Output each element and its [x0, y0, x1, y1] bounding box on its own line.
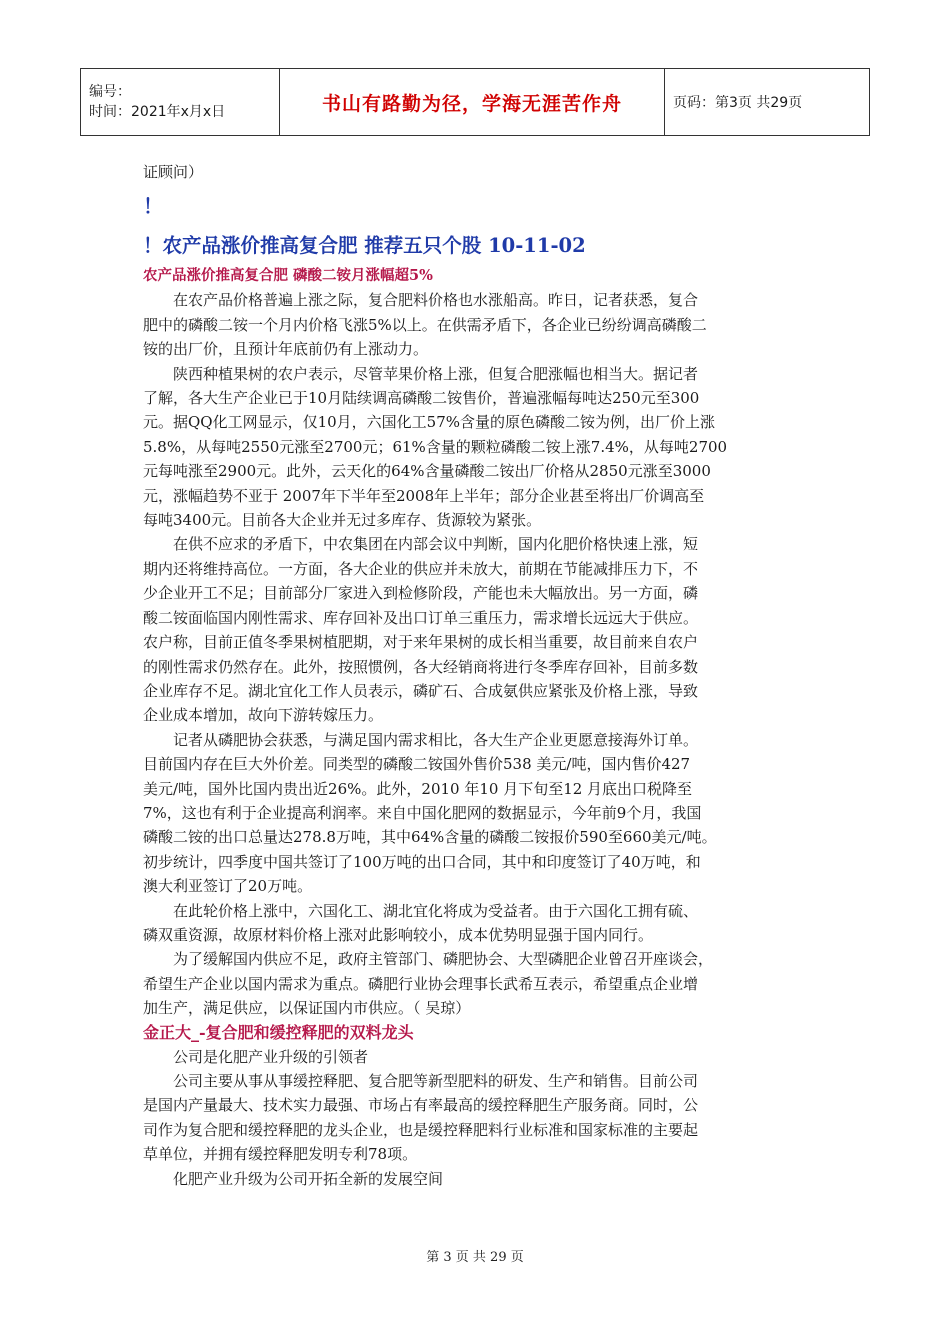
paragraph-line: 澳大利亚签订了20万吨。 — [143, 877, 313, 896]
paragraph-line: 磷双重资源，故原材料价格上涨对此影响较小，成本优势明显强于国内同行。 — [143, 925, 654, 944]
number-label: 编号： — [89, 84, 131, 100]
section-2-paragraph — [143, 1069, 808, 1167]
paragraph-5 — [143, 899, 808, 948]
paragraph-line: 企业库存不足。湖北宜化工作人员表示，磷矿石、合成氨供应紧张及价格上涨，导致 — [143, 681, 699, 700]
paragraph-line: 铵的出厂价，且预计年底前仍有上涨动力。 — [143, 340, 429, 359]
paragraph-line: 少企业开工不足；目前部分厂家进入到检修阶段，产能也未大幅放出。另一方面，磷 — [143, 584, 699, 603]
exclamation-mark: ！ — [143, 194, 163, 219]
article-title: ！农产品涨价推高复合肥 推荐五只个股 10-11-02 — [143, 234, 586, 258]
paragraph-line: 5.8%，从每吨2550元涨至2700元；61%含量的颗粒磷酸二铵上涨7.4%，从每吨2700 — [143, 437, 728, 456]
document-body — [143, 160, 808, 1191]
paragraph-line: 美元/吨，国外比国内贵出近26%。此外，2010 年10 月下旬至12 月底出口税降至 — [143, 779, 693, 798]
paragraph-line: 磷酸二铵的出口总量达278.8万吨，其中64%含量的磷酸二铵报价590至660美元/吨。 — [143, 828, 717, 847]
section-2-title: 金正大_-复合肥和缓控释肥的双料龙头 — [143, 1022, 414, 1042]
paragraph-line: 了解，各大生产企业已于10月陆续调高磷酸二铵售价，普遍涨幅每吨达250元至300 — [143, 389, 700, 408]
paragraph-2 — [143, 362, 808, 533]
article-subtitle: 农产品涨价推高复合肥 磷酸二铵月涨幅超5% — [143, 267, 433, 285]
paragraph-line: 司作为复合肥和缓控释肥的龙头企业，也是缓控释肥料行业标准和国家标准的主要起 — [143, 1120, 699, 1139]
paragraph-line: 在供不应求的矛盾下，中农集团在内部会议中判断，国内化肥价格快速上涨，短 — [173, 535, 699, 554]
paragraph-line: 元每吨涨至2900元。此外，云天化的64%含量磷酸二铵出厂价格从2850元涨至3000 — [143, 462, 711, 481]
motto: 书山有路勤为径，学海无涯苦作舟 — [280, 69, 665, 136]
paragraph-line: 公司主要从事从事缓控释肥、复合肥等新型肥料的研发、生产和销售。目前公司 — [173, 1072, 699, 1090]
page-footer: 第 3 页 共 29 页 — [426, 1250, 524, 1265]
paragraph-line: 希望生产企业以国内需求为重点。磷肥行业协会理事长武希互表示，希望重点企业增 — [143, 974, 699, 993]
paragraph-line: 期内还将维持高位。一方面，各大企业的供应并未放大，前期在节能减排压力下，不 — [143, 559, 699, 578]
section-2-last-line: 化肥产业升级为公司开拓全新的发展空间 — [173, 1169, 444, 1188]
paragraph-line: 草单位，并拥有缓控释肥发明专利78项。 — [143, 1145, 418, 1164]
paragraph-line: 每吨3400元。目前各大企业并无过多库存、货源较为紧张。 — [143, 511, 542, 530]
paragraph-line: 是国内产量最大、技术实力最强、市场占有率最高的缓控释肥生产服务商。同时，公 — [143, 1096, 699, 1115]
paragraph-line: 元，涨幅趋势不亚于 2007年下半年至2008年上半年；部分企业甚至将出厂价调高至 — [143, 486, 705, 505]
paragraph-line: 加生产，满足供应，以保证国内市供应。（ 吴琼） — [143, 999, 471, 1018]
header-table — [80, 68, 870, 136]
paragraph-line: 在此轮价格上涨中，六国化工、湖北宜化将成为受益者。由于六国化工拥有硫、 — [173, 901, 699, 920]
paragraph-line: 的刚性需求仍然存在。此外，按照惯例，各大经销商将进行冬季库存回补，目前多数 — [143, 657, 699, 676]
paragraph-line: 初步统计，四季度中国共签订了100万吨的出口合同，其中和印度签订了40万吨，和 — [143, 852, 701, 871]
paragraph-6 — [143, 947, 808, 1020]
paragraph-4 — [143, 728, 808, 899]
paragraph-3 — [143, 532, 808, 727]
paragraph-line: 在农产品价格普遍上涨之际，复合肥料价格也水涨船高。昨日，记者获悉，复合 — [173, 291, 699, 310]
paragraph-line: 企业成本增加，故向下游转嫁压力。 — [143, 706, 384, 725]
date-label: 时间：2021年x月x日 — [89, 104, 226, 120]
header-meta — [81, 69, 280, 136]
paragraph-line: 7%，这也有利于企业提高利润率。来自中国化肥网的数据显示，今年前9个月，我国 — [143, 803, 702, 822]
paragraph-1 — [143, 288, 808, 361]
paragraph-line: 农户称，目前正值冬季果树植肥期，对于来年果树的成长相当重要，故目前来自农户 — [143, 633, 699, 652]
page-label: 页码：第3页 共29页 — [665, 69, 870, 136]
paragraph-line: 酸二铵面临国内刚性需求、库存回补及出口订单三重压力，需求增长远远大于供应。 — [143, 608, 699, 627]
paragraph-line: 为了缓解国内供应不足，政府主管部门、磷肥协会、大型磷肥企业曾召开座谈会， — [173, 950, 714, 969]
intro-line: 证顾问） — [143, 163, 204, 181]
section-2-intro: 公司是化肥产业升级的引领者 — [173, 1047, 369, 1066]
paragraph-line: 元。据QQ化工网显示，仅10月，六国化工57%含量的原色磷酸二铵为例，出厂价上涨 — [143, 413, 716, 432]
paragraph-line: 肥中的磷酸二铵一个月内价格飞涨5%以上。在供需矛盾下，各企业已纷纷调高磷酸二 — [143, 315, 707, 334]
paragraph-line: 陕西种植果树的农户表示，尽管苹果价格上涨，但复合肥涨幅也相当大。据记者 — [173, 364, 699, 383]
paragraph-line: 记者从磷肥协会获悉，与满足国内需求相比，各大生产企业更愿意接海外订单。 — [173, 730, 699, 749]
paragraph-line: 目前国内存在巨大外价差。同类型的磷酸二铵国外售价538 美元/吨，国内售价427 — [143, 755, 691, 774]
